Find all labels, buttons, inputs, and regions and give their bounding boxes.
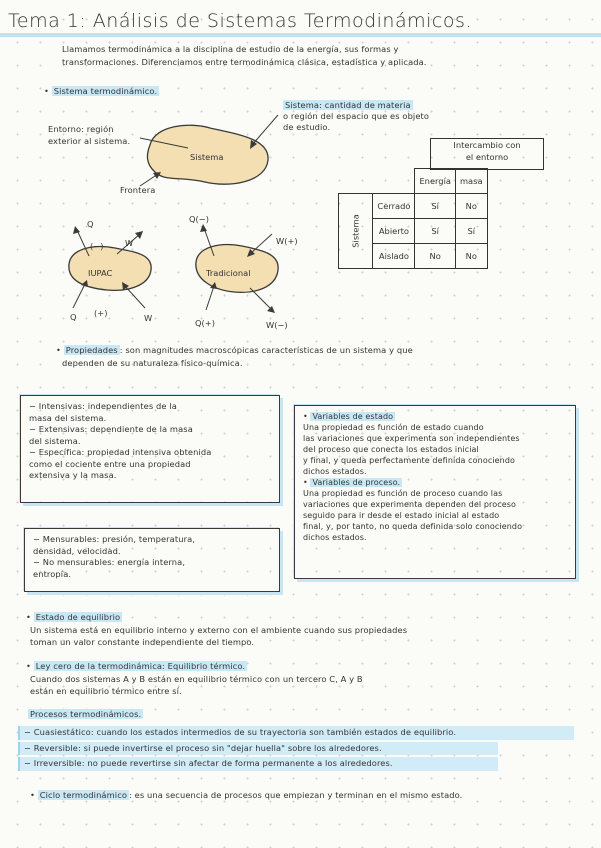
cell-masa: Sí (455, 219, 487, 244)
process-m1: Una propiedad es función de proceso cuando las (303, 489, 503, 498)
process-m5: dichos estados. (303, 533, 367, 542)
iupac-label: IUPAC (88, 268, 113, 278)
table-row (339, 194, 488, 219)
table-col-header-row (339, 169, 488, 194)
medibles-l1: − Mensurables: presión, temperatura, (33, 534, 196, 544)
box-medibles (24, 528, 280, 592)
sistema-def-2: o región del espacio que es objeto (283, 111, 430, 121)
iupac-minus: (−) (90, 241, 104, 251)
sistema-arrow (252, 115, 278, 145)
iupac-plus: (+) (94, 308, 108, 318)
cell-energia: Sí (415, 219, 456, 244)
row-name: Abierto (373, 219, 415, 244)
iupac-w-in-arrow (125, 286, 145, 308)
trad-q-top-head (200, 224, 207, 232)
entorno-label-2: exterior al sistema. (48, 136, 131, 146)
especifica-l6: como el cociente entre una propiedad (29, 458, 191, 469)
list-item: − Irreversible: no puede revertirse sin afectar de forma permanente a los alrededores. (18, 757, 498, 771)
ciclo-label: Ciclo termodinámico (39, 790, 128, 800)
ciclo-line: • Ciclo termodinámico : es una secuencia de procesos que empiezan y terminan en el mismo estado. (30, 790, 463, 800)
trad-q-top: Q(−) (189, 214, 209, 224)
iupac-w-bottom: W (144, 313, 153, 323)
variables-heading-1: • Variables de estado (303, 412, 394, 421)
intensivas-l2: masa del sistema. (29, 412, 107, 423)
cell-masa: No (455, 244, 487, 269)
iupac-diagram (55, 212, 175, 327)
cell-energia: Sí (415, 194, 456, 219)
trad-w-bottom: W(−) (266, 320, 288, 330)
equilibrio-line-2: toman un valor constante independiente del tiempo. (30, 637, 255, 647)
col-energia: Energía (415, 169, 456, 194)
sistema-def-3: de estudio. (283, 122, 331, 132)
propiedades-heading: Propiedades (65, 345, 118, 355)
ley-cero-line-1: Cuando dos sistemas A y B están en equilibrio térmico con un tercero C, A y B (30, 674, 363, 684)
ley-cero-line-2: están en equilibrio térmico entre sí. (30, 686, 182, 696)
cell-energia: No (415, 244, 456, 269)
variables-l5: dichos estados. (303, 467, 367, 476)
iupac-q-in-head (73, 226, 80, 234)
list-item: − Reversible: si puede invertirse el proceso sin "dejar huella" sobre los alrededores. (18, 742, 498, 756)
sistema-heading: • Sistema termodinámico. (44, 86, 158, 96)
process-m2: variaciones que experimenta dependen del proceso (303, 500, 516, 509)
extensivas-l4: del sistema. (29, 435, 81, 446)
equilibrio-heading: • Estado de equilibrio (26, 612, 121, 622)
row-name: Aislado (373, 244, 415, 269)
ley-cero-heading-text: Ley cero de la termodinámica: Equilibrio térmico. (35, 661, 246, 671)
props-table (338, 168, 488, 269)
row-name: Cerrado (373, 194, 415, 219)
propiedades-line-1: • Propiedades : son magnitudes macroscópicas características de un sistema y que (56, 345, 413, 355)
iupac-q-out-arrow (73, 284, 85, 308)
trad-q-bottom-arrow (206, 286, 214, 310)
trad-q-bottom: Q(+) (195, 318, 215, 328)
process-m4: final, y, por tanto, no queda definida solo conociendo (303, 522, 523, 531)
table-header-box (430, 138, 544, 170)
procesos-heading-text: Procesos termodinámicos. (30, 709, 142, 719)
list-item: − Cuasiestático: cuando los estados intermedios de su trayectoria son también estados de equilibrio. (18, 726, 574, 740)
row-group-label (339, 194, 373, 269)
intro-line-1: Llamamos termodinámica a la disciplina de estudio de la energía, sus formas y (62, 44, 399, 54)
cell-masa: No (455, 194, 487, 219)
intro-line-2: transformaciones. Diferenciamos entre termodinámica clásica, estadística y aplicada. (62, 57, 427, 67)
row-group-text: Sistema (350, 214, 361, 248)
iupac-w-top: W (125, 238, 134, 248)
entorno-label-1: Entorno: región (48, 124, 114, 134)
medibles-l2: densidad, velocidad. (33, 545, 121, 556)
variables-l4: y final, y queda perfectamente definida conociendo (303, 456, 516, 465)
especifica-l5: − Específica: propiedad intensiva obtenida (29, 447, 212, 457)
iupac-q-bottom: Q (70, 312, 77, 322)
variables-l1: Una propiedad es función de estado cuando (303, 423, 484, 432)
col-masa: masa (455, 169, 487, 194)
variables-l2: las variaciones que experimenta son independientes (303, 434, 520, 443)
equilibrio-line-1: Un sistema está en equilibrio interno y externo con el ambiente cuando sus propiedades (30, 625, 408, 635)
trad-w-bottom-head (267, 306, 275, 313)
ley-cero-heading: • Ley cero de la termodinámica: Equilibrio térmico. (26, 661, 246, 671)
propiedades-text-1: : son magnitudes macroscópicas características de un sistema y que (119, 345, 413, 355)
box-intensivas (20, 395, 280, 503)
variables-heading-2: • Variables de proceso. (303, 478, 401, 487)
medibles-l4: entropía. (33, 568, 72, 579)
variables-heading-1-text: Variables de estado (312, 412, 394, 421)
iupac-q-top: Q (87, 219, 94, 229)
variables-heading-2-text: Variables de proceso. (312, 478, 401, 487)
table-header-1: Intercambio con (453, 140, 521, 150)
table-header-2: el entorno (465, 152, 509, 162)
propiedades-line-2: dependen de su naturaleza físico-química. (62, 358, 243, 368)
sistema-def-1-text: Sistema: cantidad de materia (285, 100, 411, 110)
especifica-l7: extensiva y la masa. (29, 470, 117, 480)
variables-l3: del proceso que conecta los estados inicial (303, 445, 479, 454)
procesos-list (18, 726, 574, 771)
page-title: Tema 1: Análisis de Sistemas Termodinámicos. (8, 10, 472, 32)
frontera-label: Frontera (120, 185, 156, 195)
trad-w-top: W(+) (276, 236, 298, 246)
extensivas-l3: − Extensivas: dependiente de la masa (29, 424, 193, 434)
trad-w-bottom-arrow (250, 288, 272, 310)
blob-label: Sistema (190, 152, 224, 162)
sistema-heading-text: Sistema termodinámico. (53, 86, 158, 96)
box-variables (294, 405, 576, 579)
title-underline (0, 33, 601, 37)
intensivas-l1: − Intensivas: independientes de la (29, 401, 177, 411)
equilibrio-heading-text: Estado de equilibrio (35, 612, 121, 622)
medibles-l3: − No mensurables: energía interna, (33, 557, 186, 567)
process-m3: seguido para ir desde el estado inicial al estado (303, 511, 500, 520)
procesos-heading (28, 709, 143, 721)
ciclo-text: : es una secuencia de procesos que empiezan y terminan en el mismo estado. (129, 790, 463, 800)
sistema-def-1 (283, 100, 413, 112)
tradicional-label: Tradicional (206, 268, 251, 278)
